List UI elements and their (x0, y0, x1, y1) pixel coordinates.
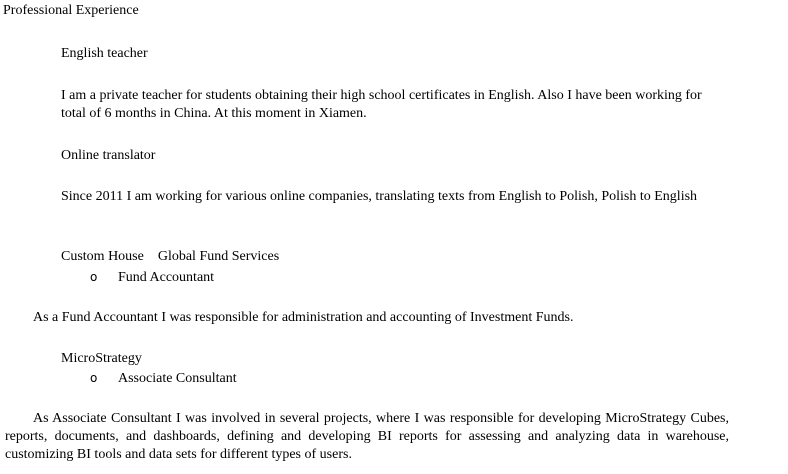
employer-name-microstrategy: MicroStrategy (61, 351, 142, 366)
bullet-icon: o (90, 270, 98, 284)
employer-line-custom-house (61, 248, 279, 266)
role-line-fund-accountant (90, 268, 214, 287)
section-heading: Professional Experience (3, 3, 139, 18)
job-description-associate-consultant: As Associate Consultant I was involved in several projects, where I was responsible for developing MicroStrategy Cubes, reports, documents, and dashboards, defining and developing BI reports for assessing and analyzing data in warehouse, customizing BI tools and data sets for different types of users. (5, 411, 729, 462)
role-line-associate-consultant (90, 369, 237, 388)
job-title-online-translator: Online translator (61, 148, 156, 163)
employer-division-global-fund-services: Global Fund Services (157, 249, 280, 264)
bullet-icon: o (90, 371, 98, 385)
role-associate-consultant: Associate Consultant (118, 371, 237, 386)
job-description-english-teacher: I am a private teacher for students obtaining their high school certificates in English. Also I have been working for total of 6 months in China. At this moment in Xiamen. (61, 88, 702, 121)
job-description-fund-accountant: As a Fund Accountant I was responsible for administration and accounting of Investment Funds. (33, 310, 574, 325)
employer-name-custom-house: Custom House (61, 249, 144, 264)
role-fund-accountant: Fund Accountant (118, 270, 215, 285)
job-title-english-teacher: English teacher (61, 46, 148, 61)
job-description-online-translator: Since 2011 I am working for various online companies, translating texts from English to Polish, Polish to English (61, 189, 698, 204)
